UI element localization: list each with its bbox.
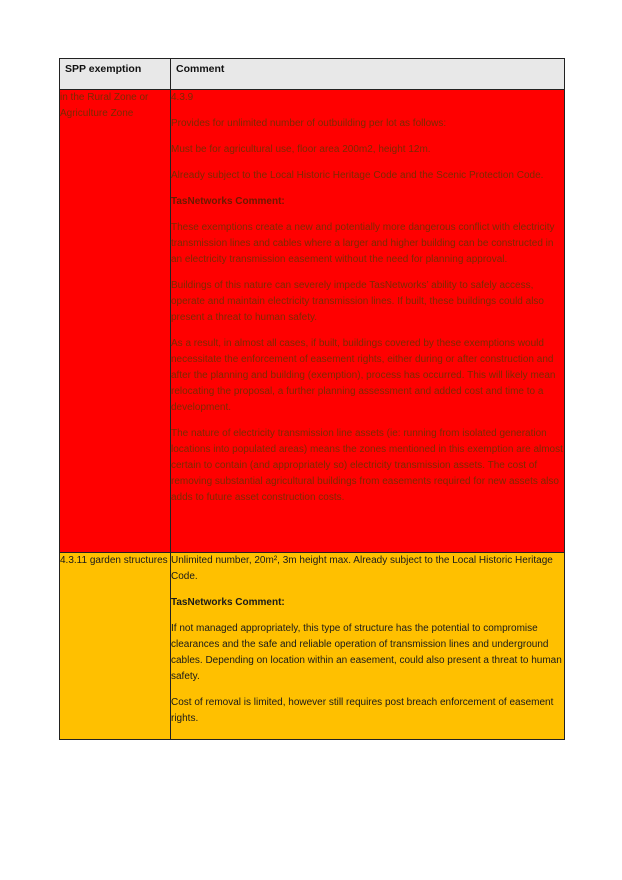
comment-paragraph: If not managed appropriately, this type of structure has the potential to compromise clearances and the safe and reliable operation of transmission lines and underground cables. Depending on location within an easement, could also present a threat to human safety.	[171, 623, 562, 682]
exemption-label: in the Rural Zone or Agriculture Zone	[60, 92, 149, 119]
clause-number: 4.3.9	[171, 92, 194, 103]
comment-paragraph: Provides for unlimited number of outbuilding per lot as follows:	[171, 118, 447, 129]
exemption-cell	[60, 553, 171, 740]
comment-cell	[171, 90, 565, 553]
comment-cell	[171, 553, 565, 740]
header-spp-exemption: SPP exemption	[60, 59, 171, 90]
comment-paragraph: The nature of electricity transmission line assets (ie: running from isolated generation locations into populated areas) means the zones mentioned in this exemption are almost certain to contain (and appropriately so) electricity transmission assets. The cost of removing substantial agricultural buildings from easements required for new assets also adds to future asset construction costs.	[171, 428, 563, 503]
comment-paragraph: Must be for agricultural use, floor area 200m2, height 12m.	[171, 144, 431, 155]
table-row-rural-agriculture	[60, 90, 565, 553]
tasnetworks-comment-heading: TasNetworks Comment:	[171, 597, 285, 608]
table-header-row	[60, 59, 565, 90]
comment-paragraph: These exemptions create a new and potentially more dangerous conflict with electricity transmission lines and cables where a larger and higher building can be constructed in an electricity transmission easement without the need for planning approval.	[171, 222, 555, 265]
exemption-label: 4.3.11 garden structures	[60, 555, 168, 566]
comment-paragraph: As a result, in almost all cases, if built, buildings covered by these exemptions would necessitate the enforcement of easement rights, either during or after construction and after the planning and building (exemption), process has occurred. This will likely mean relocating the proposal, a further planning assessment and added cost and time to a development.	[171, 338, 556, 413]
comment-paragraph: Buildings of this nature can severely impede TasNetworks’ ability to safely access, operate and maintain electricity transmission lines. If built, these buildings could also present a threat to human safety.	[171, 280, 544, 323]
tasnetworks-comment-heading: TasNetworks Comment:	[171, 196, 285, 207]
exemption-cell	[60, 90, 171, 553]
comment-paragraph: Cost of removal is limited, however still requires post breach enforcement of easement rights.	[171, 697, 554, 724]
comment-paragraph: Already subject to the Local Historic Heritage Code and the Scenic Protection Code.	[171, 170, 544, 181]
spp-exemption-table	[59, 58, 565, 740]
header-comment: Comment	[171, 59, 565, 90]
comment-paragraph: Unlimited number, 20m², 3m height max. Already subject to the Local Historic Heritage Code.	[171, 555, 553, 582]
table-row-garden-structures	[60, 553, 565, 740]
